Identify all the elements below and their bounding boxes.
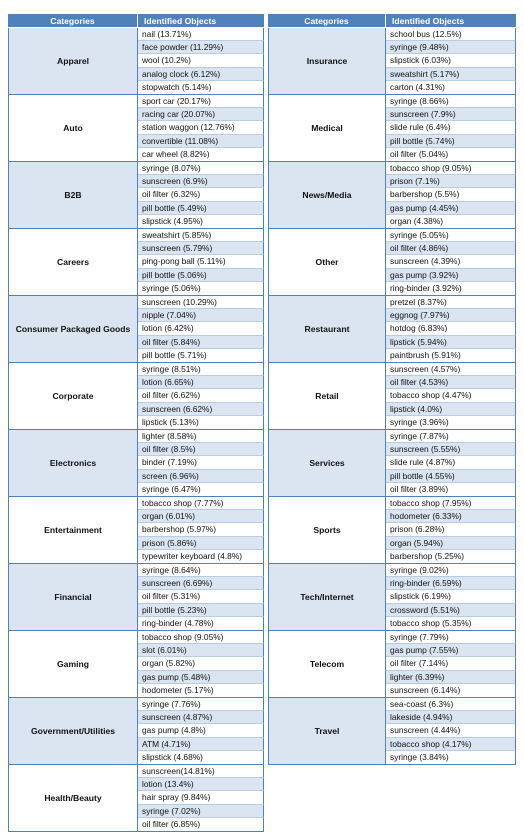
category-group [268, 631, 516, 698]
identified-object: syringe (3.96%) [386, 416, 516, 429]
identified-object: syringe (9.02%) [386, 564, 516, 577]
category-label: Services [268, 430, 386, 496]
identified-object: pill bottle (4.55%) [386, 470, 516, 483]
identified-object: tobacco shop (9.05%) [386, 162, 516, 175]
identified-object: nail (13.71%) [138, 28, 264, 41]
category-group [8, 229, 264, 296]
category-group [8, 296, 264, 363]
identified-object: station waggon (12.76%) [138, 121, 264, 134]
category-group [8, 698, 264, 765]
identified-objects-list [138, 564, 264, 630]
identified-object: paintbrush (5.91%) [386, 349, 516, 362]
identified-objects-list [386, 162, 516, 228]
identified-objects-list [138, 296, 264, 362]
identified-object: lakeside (4.94%) [386, 711, 516, 724]
category-group [8, 162, 264, 229]
identified-object: oil filter (5.31%) [138, 590, 264, 603]
identified-object: oil filter (6.85%) [138, 818, 264, 831]
category-label: News/Media [268, 162, 386, 228]
identified-object: syringe (7.87%) [386, 430, 516, 443]
identified-object: gas pump (3.92%) [386, 269, 516, 282]
identified-objects-list [386, 229, 516, 295]
identified-object: organ (5.82%) [138, 657, 264, 670]
category-label: Entertainment [8, 497, 138, 563]
category-label: Medical [268, 95, 386, 161]
identified-object: eggnog (7.97%) [386, 309, 516, 322]
category-group [268, 430, 516, 497]
identified-object: syringe (9.48%) [386, 41, 516, 54]
identified-object: ring-binder (6.59%) [386, 577, 516, 590]
category-label: Retail [268, 363, 386, 429]
identified-object: oil filter (3.89%) [386, 483, 516, 496]
identified-object: sunscreen (6.69%) [138, 577, 264, 590]
category-group [8, 28, 264, 95]
identified-object: slipstick (6.03%) [386, 54, 516, 67]
identified-object: organ (6.01%) [138, 510, 264, 523]
identified-object: sunscreen (6.14%) [386, 684, 516, 697]
identified-object: prison (7.1%) [386, 175, 516, 188]
identified-object: syringe (5.06%) [138, 282, 264, 295]
identified-objects-list [386, 95, 516, 161]
table-header-right [268, 14, 516, 27]
category-group [8, 765, 264, 832]
identified-object: pill bottle (5.49%) [138, 202, 264, 215]
category-group [268, 28, 516, 95]
identified-object: ring-binder (3.92%) [386, 282, 516, 295]
identified-object: binder (7.19%) [138, 456, 264, 469]
category-label: Corporate [8, 363, 138, 429]
category-label: Consumer Packaged Goods [8, 296, 138, 362]
identified-object: sunscreen (4.39%) [386, 255, 516, 268]
category-group [268, 162, 516, 229]
identified-objects-list [138, 229, 264, 295]
category-label: Government/Utilities [8, 698, 138, 764]
header-categories: Categories [268, 14, 386, 27]
identified-objects-list [386, 631, 516, 697]
identified-objects-list [386, 28, 516, 94]
identified-objects-list [138, 698, 264, 764]
category-label: Gaming [8, 631, 138, 697]
identified-objects-list [138, 95, 264, 161]
header-categories: Categories [8, 14, 138, 27]
identified-object: barbershop (5.25%) [386, 550, 516, 563]
identified-object: syringe (6.47%) [138, 483, 264, 496]
identified-object: crossword (5.51%) [386, 604, 516, 617]
identified-object: organ (4.38%) [386, 215, 516, 228]
identified-objects-list [386, 497, 516, 563]
identified-object: gas pump (4.45%) [386, 202, 516, 215]
category-label: Health/Beauty [8, 765, 138, 831]
category-label: Restaurant [268, 296, 386, 362]
identified-object: analog clock (6.12%) [138, 68, 264, 81]
identified-object: syringe (7.79%) [386, 631, 516, 644]
identified-object: lighter (8.58%) [138, 430, 264, 443]
identified-object: oil filter (8.5%) [138, 443, 264, 456]
identified-object: oil filter (7.14%) [386, 657, 516, 670]
identified-object: syringe (5.05%) [386, 229, 516, 242]
identified-object: syringe (7.02%) [138, 805, 264, 818]
identified-object: sunscreen (10.29%) [138, 296, 264, 309]
identified-object: hair spray (9.84%) [138, 791, 264, 804]
category-group [8, 564, 264, 631]
identified-object: lipstick (5.94%) [386, 336, 516, 349]
category-group [8, 95, 264, 162]
identified-object: screen (6.96%) [138, 470, 264, 483]
identified-objects-list [386, 564, 516, 630]
identified-objects-list [138, 765, 264, 831]
identified-objects-list [138, 497, 264, 563]
category-group [8, 430, 264, 497]
identified-object: sea-coast (6.3%) [386, 698, 516, 711]
identified-object: syringe (3.84%) [386, 751, 516, 764]
identified-object: oil filter (5.84%) [138, 336, 264, 349]
header-identified-objects: Identified Objects [386, 14, 516, 27]
category-label: Travel [268, 698, 386, 764]
identified-object: sunscreen (4.87%) [138, 711, 264, 724]
identified-object: sunscreen (7.9%) [386, 108, 516, 121]
table-column-left [8, 28, 264, 832]
identified-object: nipple (7.04%) [138, 309, 264, 322]
identified-object: prison (6.28%) [386, 523, 516, 536]
category-label: Tech/Internet [268, 564, 386, 630]
identified-object: oil filter (4.53%) [386, 376, 516, 389]
identified-object: pretzel (8.37%) [386, 296, 516, 309]
identified-object: slipstick (4.68%) [138, 751, 264, 764]
identified-object: ring-binder (4.78%) [138, 617, 264, 630]
category-label: Careers [8, 229, 138, 295]
table-column-right [268, 28, 516, 765]
identified-objects-list [138, 631, 264, 697]
identified-object: carton (4.31%) [386, 81, 516, 94]
identified-object: sunscreen (6.62%) [138, 403, 264, 416]
identified-object: oil filter (5.04%) [386, 148, 516, 161]
identified-objects-list [386, 698, 516, 764]
identified-objects-list [138, 162, 264, 228]
identified-object: tobacco shop (7.95%) [386, 497, 516, 510]
identified-object: ATM (4.71%) [138, 738, 264, 751]
category-group [8, 363, 264, 430]
identified-object: stopwatch (5.14%) [138, 81, 264, 94]
identified-object: syringe (8.66%) [386, 95, 516, 108]
identified-object: lotion (6.65%) [138, 376, 264, 389]
category-label: Sports [268, 497, 386, 563]
identified-objects-list [386, 363, 516, 429]
identified-object: hodometer (6.33%) [386, 510, 516, 523]
identified-objects-list [138, 363, 264, 429]
identified-object: barbershop (5.97%) [138, 523, 264, 536]
identified-object: hodometer (5.17%) [138, 684, 264, 697]
identified-object: sunscreen (5.79%) [138, 242, 264, 255]
category-group [8, 631, 264, 698]
identified-object: sunscreen (6.9%) [138, 175, 264, 188]
identified-object: tobacco shop (5.35%) [386, 617, 516, 630]
category-group [268, 296, 516, 363]
identified-object: car wheel (8.82%) [138, 148, 264, 161]
identified-object: pill bottle (5.71%) [138, 349, 264, 362]
identified-object: lipstick (5.13%) [138, 416, 264, 429]
category-group [268, 95, 516, 162]
identified-object: slot (6.01%) [138, 644, 264, 657]
identified-object: organ (5.94%) [386, 537, 516, 550]
identified-object: oil filter (4.86%) [386, 242, 516, 255]
identified-object: slipstick (6.19%) [386, 590, 516, 603]
table-header-left [8, 14, 264, 27]
identified-object: syringe (8.51%) [138, 363, 264, 376]
header-identified-objects: Identified Objects [138, 14, 264, 27]
category-group [8, 497, 264, 564]
category-label: Financial [8, 564, 138, 630]
identified-object: sunscreen(14.81%) [138, 765, 264, 778]
identified-object: gas pump (5.48%) [138, 671, 264, 684]
identified-object: oil filter (6.32%) [138, 188, 264, 201]
identified-object: typewriter keyboard (4.8%) [138, 550, 264, 563]
identified-object: lipstick (4.0%) [386, 403, 516, 416]
category-group [268, 497, 516, 564]
category-group [268, 363, 516, 430]
category-label: Other [268, 229, 386, 295]
identified-object: sport car (20.17%) [138, 95, 264, 108]
identified-object: barbershop (5.5%) [386, 188, 516, 201]
identified-object: convertible (11.08%) [138, 135, 264, 148]
identified-object: tobacco shop (9.05%) [138, 631, 264, 644]
category-group [268, 564, 516, 631]
identified-object: hotdog (6.83%) [386, 322, 516, 335]
category-group [268, 229, 516, 296]
identified-object: wool (10.2%) [138, 54, 264, 67]
identified-object: gas pump (7.55%) [386, 644, 516, 657]
identified-objects-list [138, 430, 264, 496]
identified-object: face powder (11.29%) [138, 41, 264, 54]
identified-object: syringe (8.64%) [138, 564, 264, 577]
identified-object: ping-pong ball (5.11%) [138, 255, 264, 268]
identified-object: lotion (13.4%) [138, 778, 264, 791]
category-label: Auto [8, 95, 138, 161]
category-label: B2B [8, 162, 138, 228]
identified-objects-list [386, 296, 516, 362]
identified-object: lighter (6.39%) [386, 671, 516, 684]
category-label: Telecom [268, 631, 386, 697]
category-label: Insurance [268, 28, 386, 94]
identified-object: sweatshirt (5.85%) [138, 229, 264, 242]
identified-object: tobacco shop (4.47%) [386, 389, 516, 402]
identified-object: slide rule (4.87%) [386, 456, 516, 469]
identified-object: sunscreen (5.55%) [386, 443, 516, 456]
identified-object: school bus (12.5%) [386, 28, 516, 41]
identified-object: sweatshirt (5.17%) [386, 68, 516, 81]
identified-object: pill bottle (5.06%) [138, 269, 264, 282]
category-label: Electronics [8, 430, 138, 496]
identified-object: slipstick (4.95%) [138, 215, 264, 228]
identified-object: tobacco shop (4.17%) [386, 738, 516, 751]
identified-objects-list [138, 28, 264, 94]
identified-object: pill bottle (5.74%) [386, 135, 516, 148]
identified-object: gas pump (4.8%) [138, 724, 264, 737]
category-group [268, 698, 516, 765]
identified-object: slide rule (6.4%) [386, 121, 516, 134]
identified-object: racing car (20.07%) [138, 108, 264, 121]
identified-object: oil filter (6.62%) [138, 389, 264, 402]
identified-object: syringe (7.76%) [138, 698, 264, 711]
identified-object: sunscreen (4.57%) [386, 363, 516, 376]
identified-object: lotion (6.42%) [138, 322, 264, 335]
identified-object: pill bottle (5.23%) [138, 604, 264, 617]
identified-object: sunscreen (4.44%) [386, 724, 516, 737]
identified-object: prison (5.86%) [138, 537, 264, 550]
identified-object: syringe (8.07%) [138, 162, 264, 175]
identified-object: tobacco shop (7.77%) [138, 497, 264, 510]
identified-objects-list [386, 430, 516, 496]
category-label: Apparel [8, 28, 138, 94]
